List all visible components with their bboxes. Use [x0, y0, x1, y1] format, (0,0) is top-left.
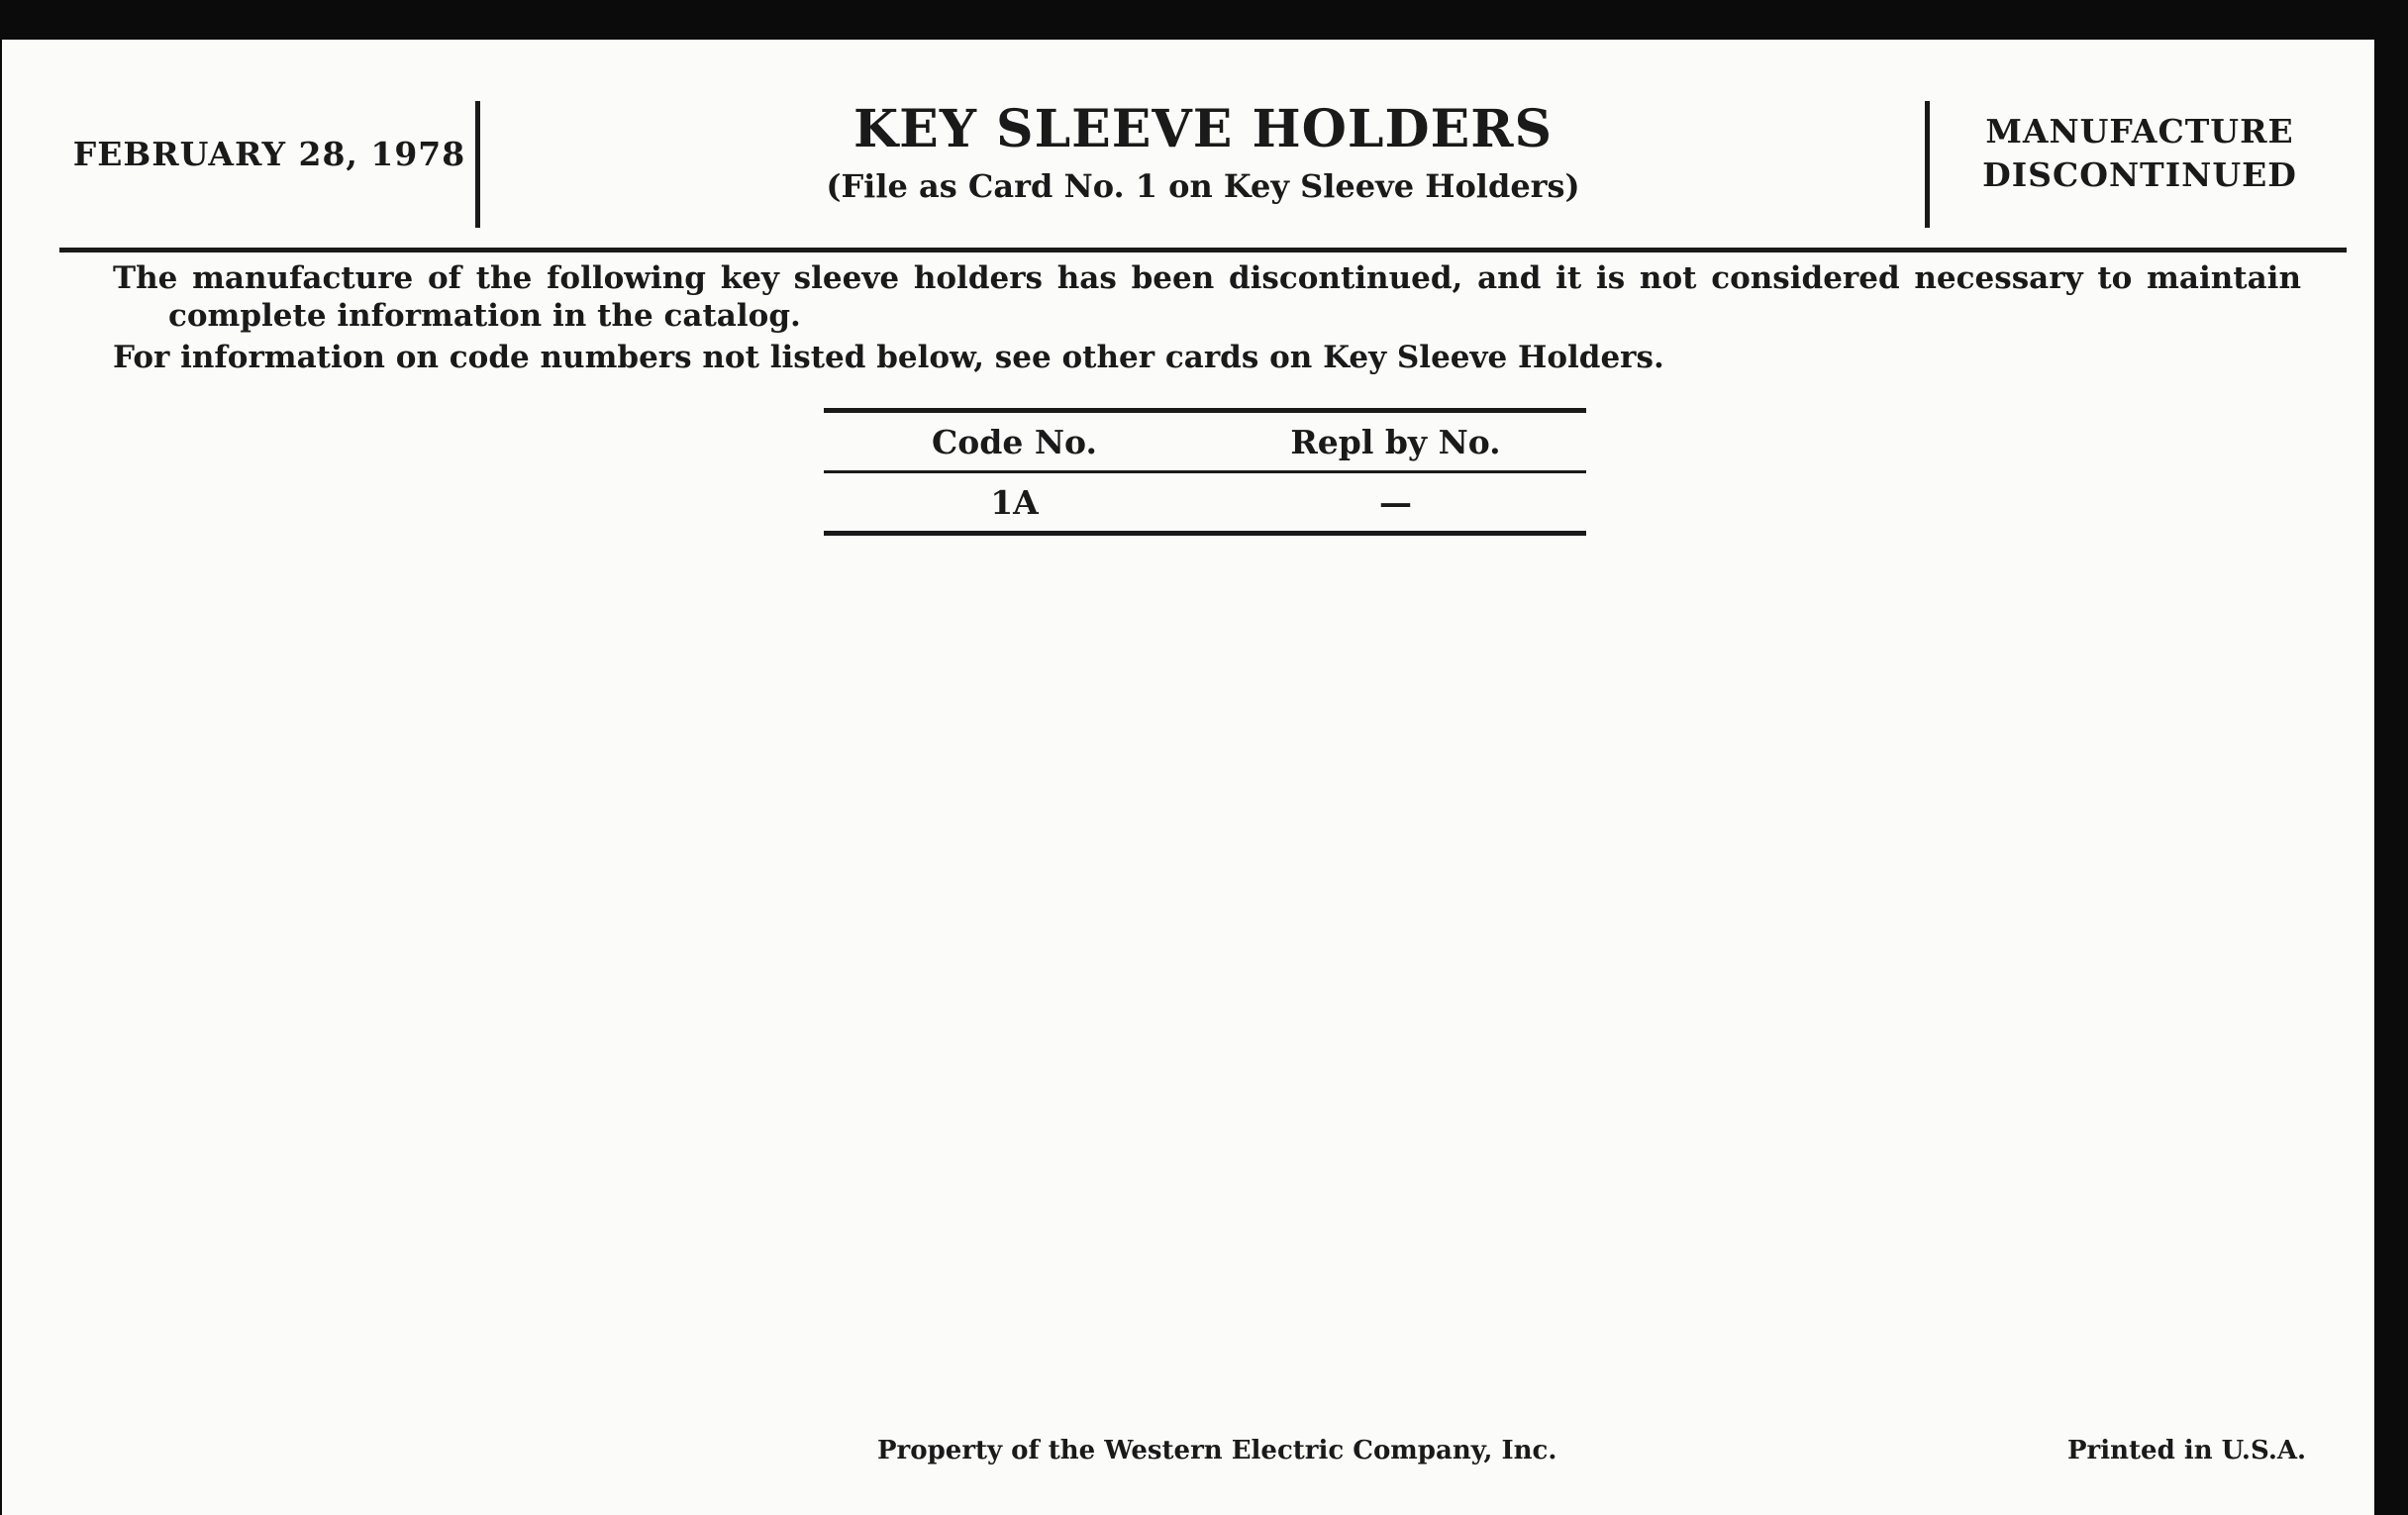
table-row — [824, 473, 1586, 531]
code-table — [824, 408, 1586, 536]
reference-notice: For information on code numbers not listed below, see other cards on Key Sleeve Holders. — [113, 340, 1664, 375]
title-block — [485, 59, 1921, 248]
printed-notice: Printed in U.S.A. — [2067, 1436, 2307, 1465]
card-body — [113, 259, 2301, 380]
table-header-row — [824, 413, 1586, 473]
card-subtitle: (File as Card No. 1 on Key Sleeve Holders) — [826, 167, 1580, 205]
header-divider-left — [475, 101, 480, 228]
replacement-cell: — — [1379, 482, 1412, 522]
column-header-replacement: Repl by No. — [1290, 422, 1501, 461]
header-divider-right — [1925, 101, 1930, 228]
code-cell: 1A — [990, 482, 1039, 522]
issue-date: FEBRUARY 28, 1978 — [72, 134, 466, 173]
catalog-card — [2, 40, 2374, 1515]
card-title: KEY SLEEVE HOLDERS — [853, 99, 1553, 159]
column-header-code: Code No. — [932, 422, 1097, 461]
status-line-2: DISCONTINUED — [1982, 155, 2297, 194]
discontinued-notice: The manufacture of the following key sleeve holders has been discontinued, and it is not considered necessary to maintain complete information in the catalog. — [113, 260, 2301, 334]
property-notice: Property of the Western Electric Company, Inc. — [877, 1436, 1557, 1465]
card-header — [59, 59, 2347, 252]
status-line-1: MANUFACTURE — [1985, 112, 2294, 151]
status-block — [1933, 59, 2347, 248]
